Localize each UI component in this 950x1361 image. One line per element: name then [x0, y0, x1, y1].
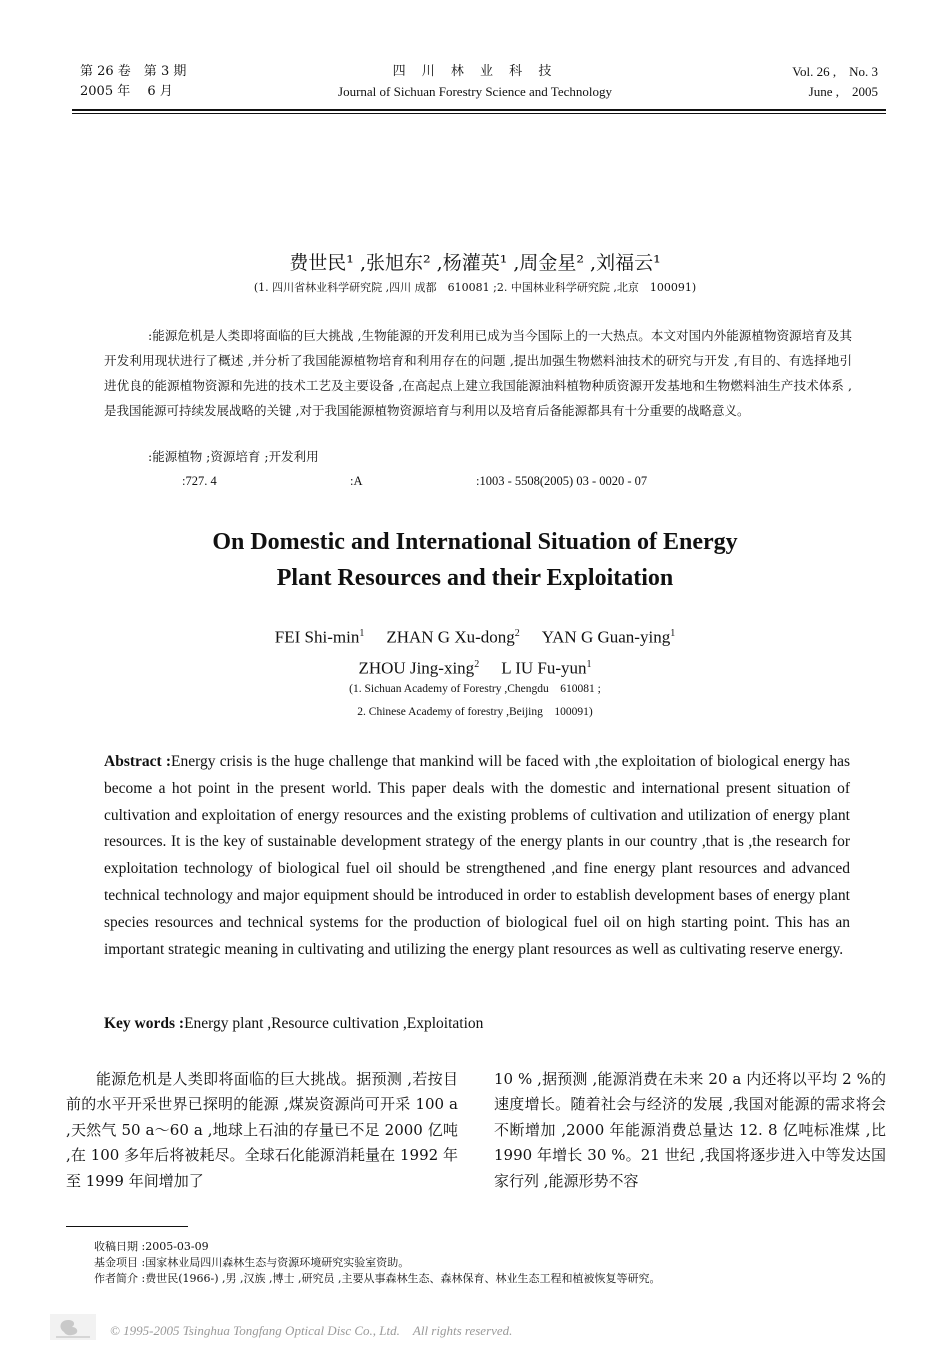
paper-title-line-1: On Domestic and International Situation of Energy [212, 529, 738, 555]
author-name: L IU Fu-yun [501, 658, 587, 678]
date-cn: 2005 年 6 月 [80, 84, 173, 99]
affil-marker: 1 [359, 628, 365, 639]
abstract-label: Abstract : [104, 753, 172, 770]
en-authors-line-2 [0, 651, 950, 682]
en-authors-line-1 [0, 620, 950, 651]
header-volume-en [792, 62, 878, 102]
publisher-logo-icon [50, 1314, 96, 1340]
footnotes [94, 1239, 660, 1287]
cn-abstract-text: :能源危机是人类即将面临的巨大挑战 ,生物能源的开发利用已成为当今国际上的一大热点。本文对国内外能源植物资源培育及其开发利用现状进行了概述 ,并分析了我国能源植物培育和利用存在的问题 ,提出加强生物燃料油技术的研究与开发 ,有目的、有选择地引进优良的能源植物资源和先进的技术工艺及主要设备 ,在高起点上建立我国能源油料植物种质资源开发基地和生物燃料油生产技术体系 ,是我国能源可持续发展战略的关键 ,对于我国能源植物资源培育与利用以及培育后备能源都具有十分重要的战略意义。 [104, 328, 852, 418]
footnote-rule [66, 1226, 188, 1227]
en-affiliation-line-1: (1. Sichuan Academy of Forestry ,Chengdu 610081 ; [349, 683, 601, 695]
journal-title-cn: 四 川 林 业 科 技 [392, 64, 558, 79]
body-column-left: 能源危机是人类即将面临的巨大挑战。据预测 ,若按目前的水平开采世界已探明的能源 ,煤炭资源尚可开采 100 a ,天然气 50 a～60 a ,地球上石油的存量已不足 2000 亿吨 ,在 100 多年后将被耗尽。全球石化能源消耗量在 1992 年至 1999 年间增加了 [66, 1070, 458, 1190]
paper-title-line-2: Plant Resources and their Exploitation [276, 565, 674, 591]
journal-title-en: Journal of Sichuan Forestry Science and Technology [338, 84, 612, 99]
header-rule-thick [72, 109, 886, 111]
en-authors [0, 620, 950, 681]
en-abstract [104, 749, 850, 963]
affil-marker: 2 [514, 628, 520, 639]
author-name: ZHOU Jing-xing [358, 658, 475, 678]
paper-title-en [0, 524, 950, 596]
cn-abstract [104, 323, 852, 423]
date-en: June , 2005 [808, 84, 878, 99]
en-affiliation [0, 678, 950, 724]
en-keywords [104, 1015, 483, 1033]
header-rule-thin [72, 113, 886, 114]
clc-number: :727. 4 [182, 474, 217, 488]
volume-issue-en: Vol. 26 , No. 3 [792, 64, 878, 79]
footnote-fund: 基金项目 :国家林业局四川森林生态与资源环境研究实验室资助。 [94, 1256, 410, 1269]
footnote-author: 作者简介 :费世民(1966-) ,男 ,汉族 ,博士 ,研究员 ,主要从事森林生态、森林保育、林业生态工程和植被恢复等研究。 [94, 1272, 661, 1285]
author-name: ZHAN G Xu-dong [386, 627, 515, 647]
body-column-right: 10 % ,据预测 ,能源消费在未来 20 a 内还将以平均 2 %的速度增长。随着社会与经济的发展 ,我国对能源的需求将会不断增加 ,2000 年能源消费总量达 12. 8 亿吨标准煤 ,比 1990 年增长 30 %。21 世纪 ,我国将逐步进入中等发达国家行列 ,能源形势不容 [494, 1070, 886, 1190]
en-affiliation-line-2: 2. Chinese Academy of forestry ,Beijing 100091) [357, 706, 593, 718]
keywords-text: Energy plant ,Resource cultivation ,Exploitation [184, 1015, 484, 1032]
author-name: FEI Shi-min [274, 627, 360, 647]
cn-keywords: :能源植物 ;资源培育 ;开发利用 [148, 449, 319, 464]
copyright-notice: © 1995-2005 Tsinghua Tongfang Optical Disc Co., Ltd. All rights reserved. [110, 1323, 513, 1338]
affil-marker: 1 [586, 658, 592, 670]
footnote-received: 收稿日期 :2005-03-09 [94, 1240, 209, 1253]
affil-marker: 2 [474, 658, 480, 670]
document-code: :A [350, 474, 363, 488]
author-name: YAN G Guan-ying [541, 627, 671, 647]
cn-affiliation: (1. 四川省林业科学研究院 ,四川 成都 610081 ;2. 中国林业科学研究院 ,北京 100091) [253, 281, 697, 294]
volume-issue-cn: 第 26 卷 第 3 期 [80, 64, 187, 79]
keywords-label: Key words : [104, 1015, 185, 1032]
abstract-text: Energy crisis is the huge challenge that mankind will be faced with ,the exploitation of biological energy has become a hot point in the present world. This paper deals with the domestic and international present situation of cultivation and exploitation of energy resources and the existing problems of cultivation and utilization of energy plant resources. It is the key of sustainable development strategy of the energy plants in our country ,that is ,the research for exploitation technology of biological fuel oil should be strengthened ,and fine energy plant resources and advanced technical technology and major equipment should be introduced in order to establish development bases of energy plant species resources and technical systems for the production of biological fuel oil on high starting point. This has an important strategic meaning in cultivating and utilizing the energy plant resources as well as cultivating reserve energy. [104, 753, 851, 958]
affil-marker: 1 [670, 628, 676, 639]
cn-authors: 费世民¹ ,张旭东² ,杨灌英¹ ,周金星² ,刘福云¹ [289, 252, 661, 274]
article-id: :1003 - 5508(2005) 03 - 0020 - 07 [476, 474, 648, 488]
